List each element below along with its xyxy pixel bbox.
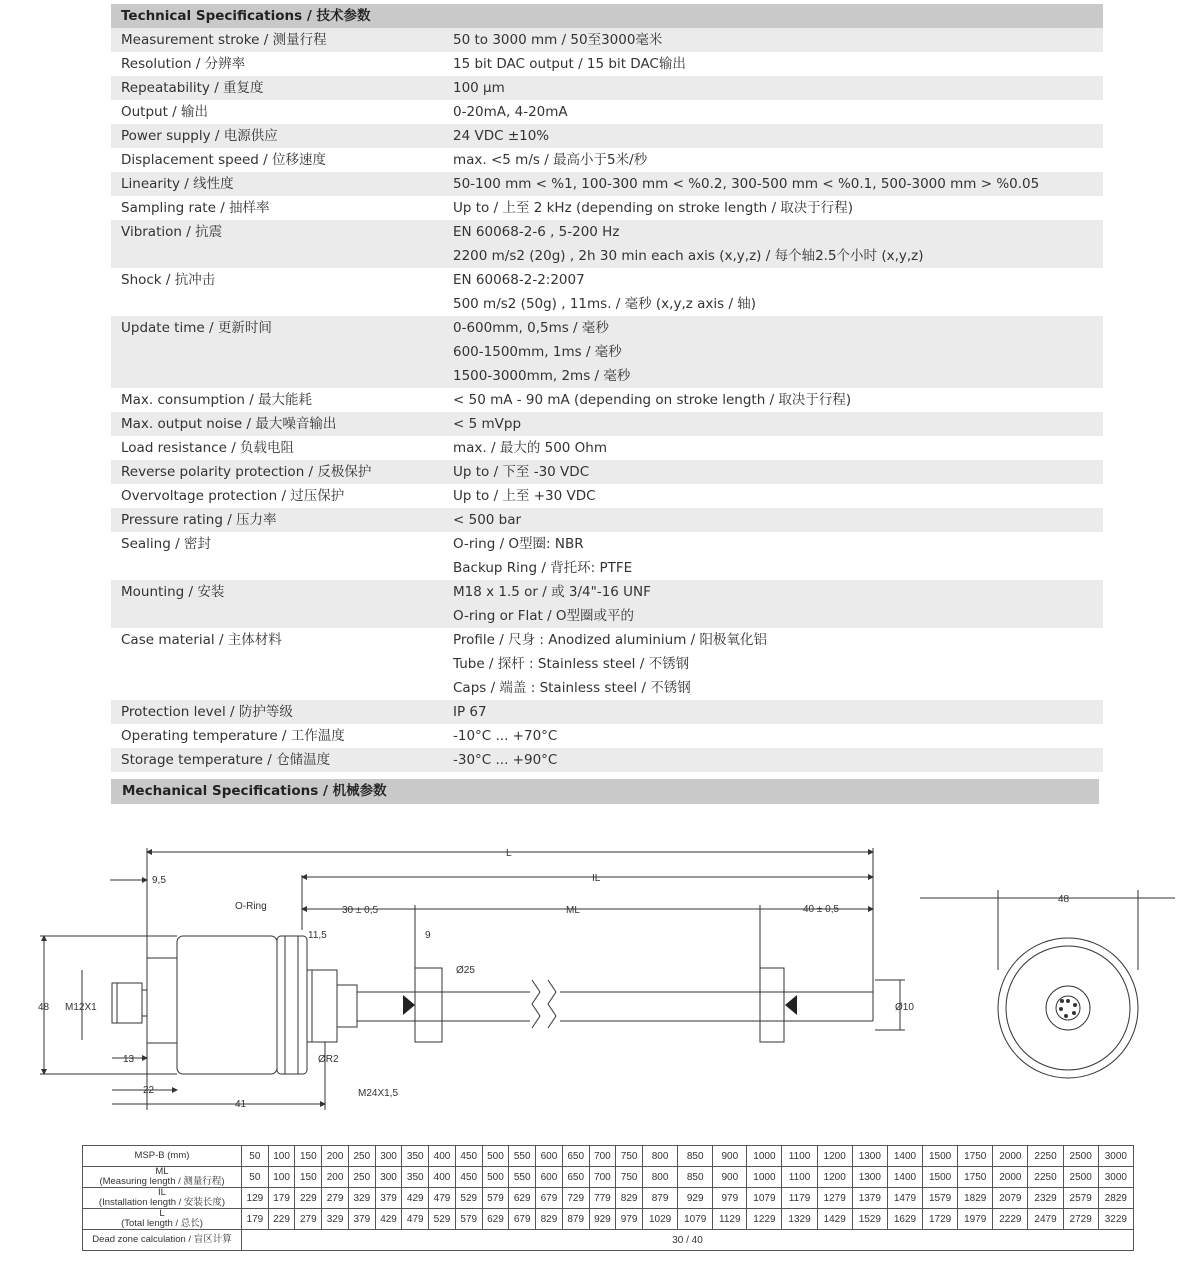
dim-30: 30 ± 0,5 [342, 905, 379, 916]
dim-cell-il: 1179 [782, 1188, 817, 1209]
spec-label: Max. output noise / 最大噪音输出 [121, 416, 337, 432]
spec-label: Output / 输出 [121, 104, 209, 120]
dim-cell-ml: 300 [375, 1167, 402, 1188]
dim-cell-l: 3229 [1098, 1209, 1133, 1230]
dim-cell-l: 979 [616, 1209, 643, 1230]
dim-cell-il: 579 [482, 1188, 509, 1209]
spec-row [111, 556, 1103, 580]
oring-label: O-Ring [235, 901, 267, 912]
dim-cell-ml: 700 [589, 1167, 616, 1188]
dim-cell-l: 179 [242, 1209, 269, 1230]
spec-label-empty [111, 244, 443, 268]
dim-cell-ml: 550 [509, 1167, 536, 1188]
spec-value: 1500-3000mm, 2ms / 毫秒 [453, 368, 631, 384]
sensor-outline [40, 848, 1175, 1110]
dim-cell-msp: 500 [482, 1146, 509, 1167]
dim-cell-msp: 700 [589, 1146, 616, 1167]
spec-row [111, 604, 1103, 628]
dim-cell-msp: 3000 [1098, 1146, 1133, 1167]
dim-cell-msp: 300 [375, 1146, 402, 1167]
row-label-deadzone: Dead zone calculation / 盲区计算 [83, 1230, 242, 1251]
dim-cell-msp: 150 [295, 1146, 322, 1167]
spec-row [111, 28, 1103, 52]
spec-value: 600-1500mm, 1ms / 毫秒 [453, 344, 622, 360]
dim-cell-msp: 400 [429, 1146, 456, 1167]
connector-pins [1059, 999, 1077, 1018]
dim-cell-l: 579 [455, 1209, 482, 1230]
dim-cell-l: 1079 [678, 1209, 713, 1230]
dim-10: Ø10 [895, 1002, 914, 1013]
label-r2: ØR2 [318, 1054, 339, 1065]
spec-row [111, 316, 1103, 340]
spec-value: Profile / 尺身 : Anodized aluminium / 阳极氧化铝 [453, 632, 767, 648]
dim-cell-il: 1079 [747, 1188, 782, 1209]
spec-value: Up to / 下至 -30 VDC [453, 464, 590, 480]
spec-label: Displacement speed / 位移速度 [121, 152, 327, 168]
spec-value: IP 67 [453, 704, 487, 720]
spec-label: Sealing / 密封 [121, 536, 211, 552]
dim-cell-il: 529 [455, 1188, 482, 1209]
spec-label-empty [111, 364, 443, 388]
spec-label: Max. consumption / 最大能耗 [121, 392, 313, 408]
dim-cell-l: 1229 [747, 1209, 782, 1230]
dim-cell-msp: 1200 [817, 1146, 852, 1167]
spec-row [111, 100, 1103, 124]
dim-cell-msp: 250 [348, 1146, 375, 1167]
dim-cell-msp: 1300 [852, 1146, 887, 1167]
dim-cell-il: 779 [589, 1188, 616, 1209]
dim-cell-ml: 50 [242, 1167, 269, 1188]
dim-cell-il: 129 [242, 1188, 269, 1209]
spec-row [111, 748, 1103, 772]
tech-spec-title: Technical Specifications / 技术参数 [111, 4, 1103, 28]
dim-cell-l: 1329 [782, 1209, 817, 1230]
dim-IL: IL [592, 873, 601, 884]
spec-value: M18 x 1.5 or / 或 3/4"-16 UNF [453, 584, 651, 600]
spec-value: 2200 m/s2 (20g) , 2h 30 min each axis (x,y,z) / 每个轴2.5个小时 (x,y,z) [453, 248, 924, 264]
dim-L: L [506, 848, 512, 859]
dim-cell-l: 2479 [1028, 1209, 1063, 1230]
dim-cell-il: 2329 [1028, 1188, 1063, 1209]
dim-cell-il: 379 [375, 1188, 402, 1209]
dim-cell-il: 279 [322, 1188, 349, 1209]
dim-cell-msp: 2000 [993, 1146, 1028, 1167]
dim-cell-il: 2829 [1098, 1188, 1133, 1209]
spec-label-empty [111, 292, 443, 316]
dim-41: 41 [235, 1099, 247, 1110]
row-label-l: L (Total length / 总长) [83, 1209, 242, 1230]
spec-label: Load resistance / 负载电阻 [121, 440, 295, 456]
dim-cell-msp: 750 [616, 1146, 643, 1167]
spec-value: < 5 mVpp [453, 416, 522, 432]
technical-drawing [0, 830, 1179, 1120]
row-label-ml: ML (Measuring length / 测量行程) [83, 1167, 242, 1188]
spec-value: < 500 bar [453, 512, 522, 528]
dim-cell-ml: 3000 [1098, 1167, 1133, 1188]
dim-cell-il: 2079 [993, 1188, 1028, 1209]
dim-cell-l: 329 [322, 1209, 349, 1230]
spec-row [111, 172, 1103, 196]
dim-25: Ø25 [456, 965, 475, 976]
dim-13: 13 [123, 1054, 135, 1065]
dim-cell-l: 379 [348, 1209, 375, 1230]
dim-cell-ml: 1100 [782, 1167, 817, 1188]
spec-row [111, 412, 1103, 436]
label-m24: M24X1,5 [358, 1088, 399, 1099]
dim-cell-il: 479 [429, 1188, 456, 1209]
spec-value: Tube / 探杆 : Stainless steel / 不锈钢 [453, 656, 690, 672]
dim-cell-ml: 150 [295, 1167, 322, 1188]
spec-row [111, 508, 1103, 532]
row-label-il: IL (Installation length / 安装长度) [83, 1188, 242, 1209]
dim-cell-l: 1029 [643, 1209, 678, 1230]
spec-label-empty [111, 652, 443, 676]
dim-cell-ml: 2250 [1028, 1167, 1063, 1188]
spec-label: Resolution / 分辨率 [121, 56, 246, 72]
dim-cell-msp: 2500 [1063, 1146, 1098, 1167]
dim-cell-il: 679 [536, 1188, 563, 1209]
dim-cell-l: 929 [589, 1209, 616, 1230]
spec-row [111, 724, 1103, 748]
dim-cell-msp: 650 [562, 1146, 589, 1167]
spec-label: Mounting / 安装 [121, 584, 225, 600]
dim-cell-l: 279 [295, 1209, 322, 1230]
spec-value: 0-20mA, 4-20mA [453, 104, 568, 120]
spec-value: Caps / 端盖 : Stainless steel / 不锈钢 [453, 680, 691, 696]
dimension-table [82, 1145, 1134, 1251]
dim-cell-ml: 250 [348, 1167, 375, 1188]
dim-11-5: 11,5 [308, 930, 327, 941]
dim-cell-l: 1979 [958, 1209, 993, 1230]
dim-cell-msp: 100 [268, 1146, 295, 1167]
dim-cell-ml: 900 [713, 1167, 747, 1188]
dim-cell-msp: 350 [402, 1146, 429, 1167]
dim-cell-msp: 600 [536, 1146, 563, 1167]
dim-cell-ml: 600 [536, 1167, 563, 1188]
dim-9: 9 [425, 930, 431, 941]
spec-row [111, 52, 1103, 76]
dim-cell-ml: 1500 [923, 1167, 958, 1188]
dim-cell-msp: 50 [242, 1146, 269, 1167]
spec-value: O-ring / O型圈: NBR [453, 536, 584, 552]
dim-cell-l: 229 [268, 1209, 295, 1230]
dim-cell-msp: 1400 [887, 1146, 922, 1167]
spec-value: max. <5 m/s / 最高小于5米/秒 [453, 152, 648, 168]
spec-label: Protection level / 防护等级 [121, 704, 293, 720]
spec-row [111, 532, 1103, 556]
spec-label: Case material / 主体材料 [121, 632, 282, 648]
spec-row [111, 76, 1103, 100]
dim-cell-ml: 400 [429, 1167, 456, 1188]
spec-value: 15 bit DAC output / 15 bit DAC输出 [453, 56, 686, 72]
dim-cell-l: 629 [482, 1209, 509, 1230]
dim-cell-msp: 450 [455, 1146, 482, 1167]
spec-label: Update time / 更新时间 [121, 320, 272, 336]
spec-row [111, 628, 1103, 652]
spec-label: Overvoltage protection / 过压保护 [121, 488, 345, 504]
dim-cell-ml: 850 [678, 1167, 713, 1188]
dim-cell-il: 829 [616, 1188, 643, 1209]
spec-label: Pressure rating / 压力率 [121, 512, 277, 528]
dim-cell-msp: 200 [322, 1146, 349, 1167]
spec-label: Measurement stroke / 测量行程 [121, 32, 327, 48]
dim-cell-il: 1829 [958, 1188, 993, 1209]
spec-value: Backup Ring / 背托环: PTFE [453, 560, 633, 576]
dim-cell-l: 1729 [923, 1209, 958, 1230]
dim-cell-l: 829 [536, 1209, 563, 1230]
dim-22: 22 [143, 1085, 155, 1096]
dim-cell-il: 729 [562, 1188, 589, 1209]
dim-cell-ml: 1400 [887, 1167, 922, 1188]
dim-cell-il: 1479 [887, 1188, 922, 1209]
spec-row [111, 484, 1103, 508]
dim-cell-msp: 2250 [1028, 1146, 1063, 1167]
dim-cell-il: 1379 [852, 1188, 887, 1209]
dim-cell-il: 1279 [817, 1188, 852, 1209]
dim-cell-il: 2579 [1063, 1188, 1098, 1209]
dim-cell-il: 429 [402, 1188, 429, 1209]
spec-row [111, 148, 1103, 172]
spec-label: Repeatability / 重复度 [121, 80, 264, 96]
spec-row [111, 388, 1103, 412]
spec-value: max. / 最大的 500 Ohm [453, 440, 608, 456]
spec-label: Shock / 抗冲击 [121, 272, 216, 288]
mechanical-specifications-header: Mechanical Specifications / 机械参数 [111, 779, 1099, 804]
dim-cell-l: 1129 [713, 1209, 747, 1230]
spec-label: Storage temperature / 仓储温度 [121, 752, 331, 768]
dim-cell-il: 329 [348, 1188, 375, 1209]
dim-40: 40 ± 0,5 [803, 904, 840, 915]
spec-value: 0-600mm, 0,5ms / 毫秒 [453, 320, 609, 336]
magnet-arrows [403, 995, 797, 1015]
spec-label: Reverse polarity protection / 反极保护 [121, 464, 372, 480]
spec-row [111, 220, 1103, 244]
dim-cell-ml: 450 [455, 1167, 482, 1188]
spec-value: EN 60068-2-6 , 5-200 Hz [453, 224, 620, 240]
spec-row [111, 460, 1103, 484]
spec-row [111, 268, 1103, 292]
dim-cell-l: 879 [562, 1209, 589, 1230]
spec-value: < 50 mA - 90 mA (depending on stroke length / 取决于行程) [453, 392, 852, 408]
spec-value: -10°C ... +70°C [453, 728, 558, 744]
dim-cell-ml: 750 [616, 1167, 643, 1188]
dim-cell-msp: 1500 [923, 1146, 958, 1167]
spec-label: Power supply / 电源供应 [121, 128, 278, 144]
dim-cell-l: 479 [402, 1209, 429, 1230]
dim-cell-l: 429 [375, 1209, 402, 1230]
spec-row [111, 244, 1103, 268]
dim-cell-ml: 350 [402, 1167, 429, 1188]
spec-value: EN 60068-2-2:2007 [453, 272, 585, 288]
spec-label: Linearity / 线性度 [121, 176, 234, 192]
spec-row [111, 652, 1103, 676]
dim-cell-l: 1429 [817, 1209, 852, 1230]
spec-row [111, 580, 1103, 604]
spec-label-empty [111, 604, 443, 628]
dim-cell-ml: 2000 [993, 1167, 1028, 1188]
dim-9-5: 9,5 [152, 875, 166, 886]
dim-cell-il: 929 [678, 1188, 713, 1209]
spec-label-empty [111, 340, 443, 364]
dim-ML: ML [566, 905, 580, 916]
dim-cell-msp: 800 [643, 1146, 678, 1167]
spec-label: Vibration / 抗震 [121, 224, 223, 240]
dim-cell-msp: 1750 [958, 1146, 993, 1167]
dim-cell-ml: 2500 [1063, 1167, 1098, 1188]
dim-cell-il: 1579 [923, 1188, 958, 1209]
spec-label: Sampling rate / 抽样率 [121, 200, 270, 216]
spec-row [111, 364, 1103, 388]
dim-cell-msp: 1000 [747, 1146, 782, 1167]
spec-row [111, 700, 1103, 724]
dim-cell-ml: 100 [268, 1167, 295, 1188]
dim-cell-msp: 1100 [782, 1146, 817, 1167]
dim-cell-l: 679 [509, 1209, 536, 1230]
dim-cell-l: 1529 [852, 1209, 887, 1230]
end-view-48: 48 [1058, 894, 1070, 905]
spec-label-empty [111, 556, 443, 580]
spec-row [111, 196, 1103, 220]
spec-row [111, 292, 1103, 316]
dim-cell-msp: 550 [509, 1146, 536, 1167]
spec-row [111, 436, 1103, 460]
spec-label: Operating temperature / 工作温度 [121, 728, 345, 744]
spec-label-empty [111, 676, 443, 700]
dim-cell-l: 2729 [1063, 1209, 1098, 1230]
dim-cell-ml: 1000 [747, 1167, 782, 1188]
spec-row [111, 340, 1103, 364]
spec-value: 50 to 3000 mm / 50至3000毫米 [453, 32, 663, 48]
dim-cell-ml: 500 [482, 1167, 509, 1188]
deadzone-value: 30 / 40 [242, 1230, 1134, 1251]
spec-value: -30°C ... +90°C [453, 752, 558, 768]
dim-cell-ml: 650 [562, 1167, 589, 1188]
technical-specifications-table [111, 4, 1103, 772]
dim-cell-msp: 850 [678, 1146, 713, 1167]
spec-value: 500 m/s2 (50g) , 11ms. / 毫秒 (x,y,z axis / 轴) [453, 296, 757, 312]
dim-cell-il: 179 [268, 1188, 295, 1209]
dim-48: 48 [38, 1002, 50, 1013]
spec-value: Up to / 上至 2 kHz (depending on stroke length / 取决于行程) [453, 200, 854, 216]
spec-value: 24 VDC ±10% [453, 128, 550, 144]
spec-value: O-ring or Flat / O型圈或平的 [453, 608, 635, 624]
spec-row [111, 124, 1103, 148]
dim-cell-il: 229 [295, 1188, 322, 1209]
spec-value: 50-100 mm < %1, 100-300 mm < %0.2, 300-500 mm < %0.1, 500-3000 mm > %0.05 [453, 176, 1040, 192]
dim-cell-il: 629 [509, 1188, 536, 1209]
dim-cell-il: 879 [643, 1188, 678, 1209]
dim-cell-il: 979 [713, 1188, 747, 1209]
spec-row [111, 676, 1103, 700]
dim-cell-ml: 1200 [817, 1167, 852, 1188]
dim-cell-l: 1629 [887, 1209, 922, 1230]
dim-cell-ml: 200 [322, 1167, 349, 1188]
dim-cell-l: 529 [429, 1209, 456, 1230]
row-label-msp: MSP-B (mm) [83, 1146, 242, 1167]
dim-cell-ml: 1300 [852, 1167, 887, 1188]
dim-cell-l: 2229 [993, 1209, 1028, 1230]
spec-value: Up to / 上至 +30 VDC [453, 488, 596, 504]
dim-cell-msp: 900 [713, 1146, 747, 1167]
label-m12: M12X1 [65, 1002, 97, 1013]
spec-value: 100 µm [453, 80, 505, 96]
dim-cell-ml: 800 [643, 1167, 678, 1188]
dim-cell-ml: 1750 [958, 1167, 993, 1188]
